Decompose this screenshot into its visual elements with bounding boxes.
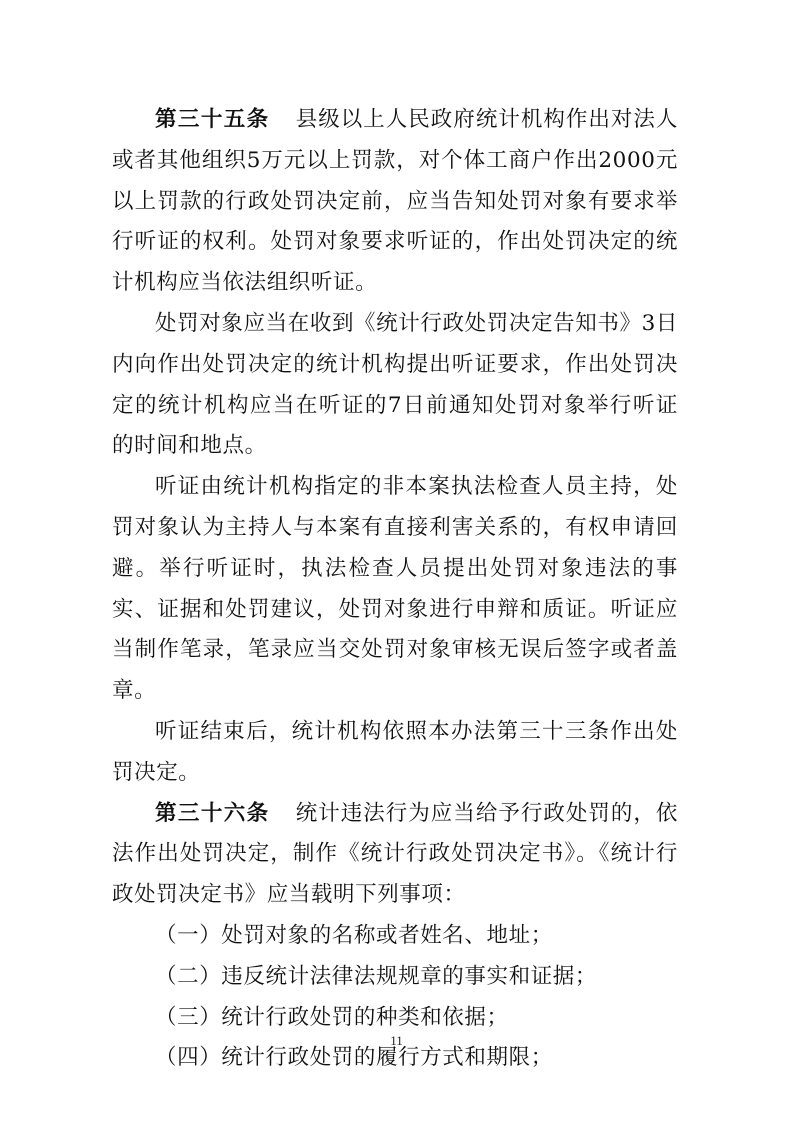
- list-item: （四）统计行政处罚的履行方式和期限；: [155, 1045, 553, 1071]
- page-number: 11: [390, 1033, 403, 1048]
- article-number: 第三十五条: [155, 107, 270, 132]
- paragraph-text: 县级以上人民政府统计机构作出对法人或者其他组织5万元以上罚款，对个体工商户作出2000元以上罚款的行政处罚决定前，应当告知处罚对象有要求举行听证的权利。处罚对象要求听证的，作出处罚决定的统计机构应当依法组织听证。: [112, 107, 678, 296]
- paragraph-article-35: [112, 100, 678, 304]
- paragraph-article-36: [112, 794, 678, 916]
- body-text: [112, 100, 678, 1079]
- paragraph-text: 统计违法行为应当给予行政处罚的，依法作出处罚决定，制作《统计行政处罚决定书》。《统计行政处罚决定书》应当载明下列事项：: [112, 800, 678, 908]
- list-item: （二）违反统计法律法规规章的事实和证据；: [155, 963, 598, 989]
- paragraph-hearing-end: 听证结束后，统计机构依照本办法第三十三条作出处罚决定。: [112, 718, 678, 785]
- article-number: 第三十六条: [155, 800, 270, 826]
- list-item: （三）统计行政处罚的种类和依据；: [155, 1004, 509, 1030]
- paragraph-hearing-procedure: 听证由统计机构指定的非本案执法检查人员主持，处罚对象认为主持人与本案有直接利害关系的，有权申请回避。举行听证时，执法检查人员提出处罚对象违法的事实、证据和处罚建议，处罚对象进行申辩和质证。听证应当制作笔录，笔录应当交处罚对象审核无误后签字或者盖章。: [112, 474, 678, 704]
- paragraph-hearing-request: 处罚对象应当在收到《统计行政处罚决定告知书》3日内向作出处罚决定的统计机构提出听证要求，作出处罚决定的统计机构应当在听证的7日前通知处罚对象举行听证的时间和地点。: [112, 310, 678, 459]
- list-item: （一）处罚对象的名称或者姓名、地址；: [155, 922, 553, 948]
